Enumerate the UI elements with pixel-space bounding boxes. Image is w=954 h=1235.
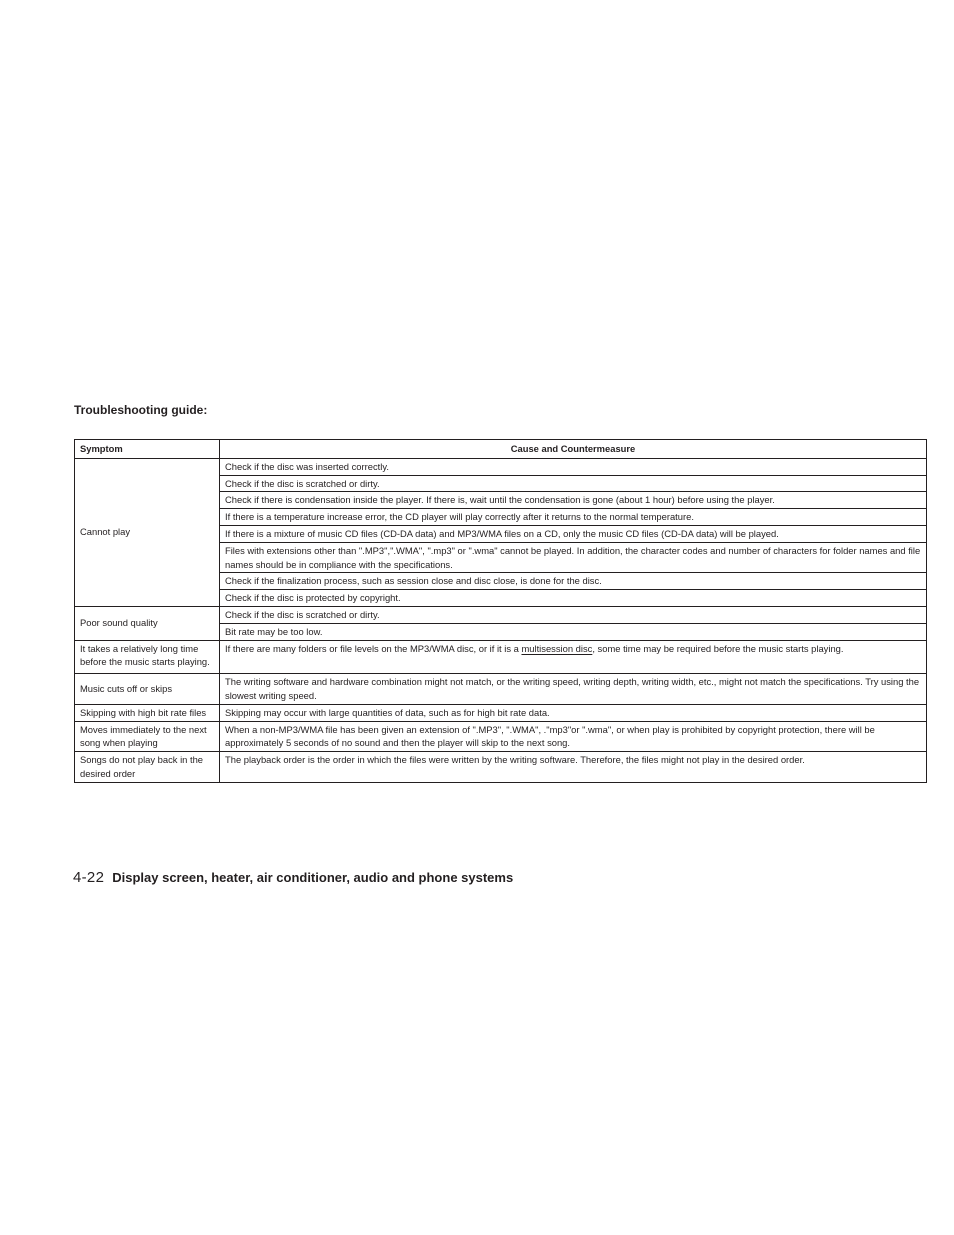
cause-cell: The writing software and hardware combination might not match, or the writing speed, writing depth, writing width, etc., might not match the specifications. Try using the slowest writing speed. [220, 674, 927, 705]
cause-cell: If there is a temperature increase error, the CD player will play correctly after it returns to the normal temperature. [220, 509, 927, 526]
page-footer [73, 869, 513, 887]
table-row [75, 704, 927, 721]
cause-cell: Bit rate may be too low. [220, 623, 927, 640]
cause-cell [220, 640, 927, 674]
cause-cell: Check if the finalization process, such as session close and disc close, is done for the disc. [220, 573, 927, 590]
cause-text: , some time may be required before the music starts playing. [592, 642, 844, 654]
table-row [75, 606, 927, 623]
glossary-link-multisession-disc[interactable]: multisession disc [521, 642, 593, 654]
cause-cell: If there is a mixture of music CD files (CD-DA data) and MP3/WMA files on a CD, only the music CD files (CD-DA data) will be played. [220, 525, 927, 542]
header-symptom: Symptom [75, 440, 220, 459]
cause-cell: Check if there is condensation inside the player. If there is, wait until the condensation is gone (about 1 hour) before using the player. [220, 492, 927, 509]
cause-cell: Skipping may occur with large quantities of data, such as for high bit rate data. [220, 704, 927, 721]
footer-title: Display screen, heater, air conditioner, audio and phone systems [112, 870, 514, 885]
symptom-music-cuts: Music cuts off or skips [75, 674, 220, 705]
troubleshooting-table [74, 439, 927, 783]
cause-cell: Check if the disc is scratched or dirty. [220, 606, 927, 623]
cause-cell: Check if the disc is protected by copyright. [220, 590, 927, 607]
cause-text: If there are many folders or file levels on the MP3/WMA disc, or if it is a [225, 642, 522, 654]
page-number: 4-22 [73, 869, 105, 886]
symptom-order: Songs do not play back in the desired order [75, 752, 220, 783]
table-row [75, 752, 927, 783]
table-row [75, 674, 927, 705]
table-row [75, 721, 927, 752]
symptom-next-song: Moves immediately to the next song when playing [75, 721, 220, 752]
symptom-long-time: It takes a relatively long time before the music starts playing. [75, 640, 220, 674]
cause-cell: Check if the disc is scratched or dirty. [220, 475, 927, 492]
cause-cell: Files with extensions other than ".MP3",".WMA", ".mp3" or ".wma" cannot be played. In addition, the character codes and number of characters for folder names and file names should be in compliance with the specifications. [220, 542, 927, 573]
symptom-poor-sound: Poor sound quality [75, 606, 220, 640]
cause-cell: When a non-MP3/WMA file has been given an extension of ".MP3", ".WMA", ."mp3"or ".wma", or when play is prohibited by copyright protection, there will be approximately 5 seconds of no sound and then the player will skip to the next song. [220, 721, 927, 752]
table-row [75, 640, 927, 674]
section-heading: Troubleshooting guide: [74, 403, 208, 417]
symptom-high-bit-rate: Skipping with high bit rate files [75, 704, 220, 721]
table-row [75, 458, 927, 475]
header-cause: Cause and Countermeasure [220, 440, 927, 459]
cause-cell: Check if the disc was inserted correctly. [220, 458, 927, 475]
cause-cell: The playback order is the order in which the files were written by the writing software. Therefore, the files might not play in the desired order. [220, 752, 927, 783]
symptom-cannot-play: Cannot play [75, 458, 220, 606]
table-header-row [75, 440, 927, 459]
